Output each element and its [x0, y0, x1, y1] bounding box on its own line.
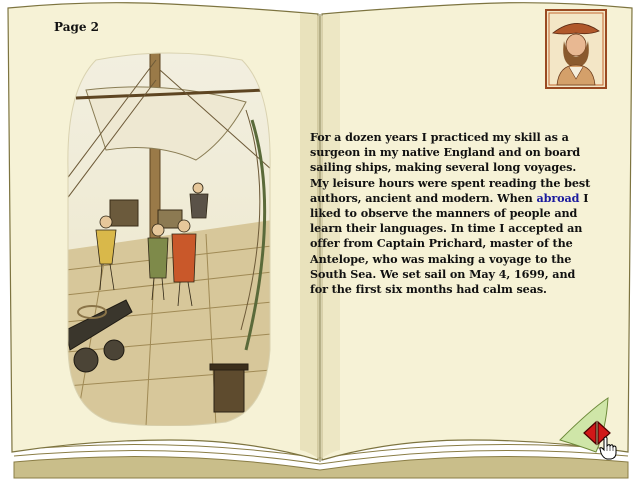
story-text-part-1: For a dozen years I practiced my skill as a surgeon in my native England and on board sailing ships, making several long voyages. My leisure hours were spent reading the best authors, ancient and modern. When [310, 130, 591, 205]
captain-portrait-icon[interactable] [545, 9, 607, 89]
hand-pointer-icon [598, 436, 618, 460]
page-number: Page 2 [54, 20, 100, 34]
ship-deck-illustration [66, 50, 272, 426]
story-text-part-2: I liked to observe the manners of people and learn their languages. In time I accepted an offer from Captain Prichard, master of the Antelope, who was making a voyage to the South Sea. We set sail on May 4, 1699, and for the first six months had calm seas. [310, 190, 589, 297]
previous-page-icon[interactable] [584, 422, 596, 444]
story-text [310, 130, 596, 297]
abroad-hyperlink[interactable]: abroad [536, 190, 580, 205]
